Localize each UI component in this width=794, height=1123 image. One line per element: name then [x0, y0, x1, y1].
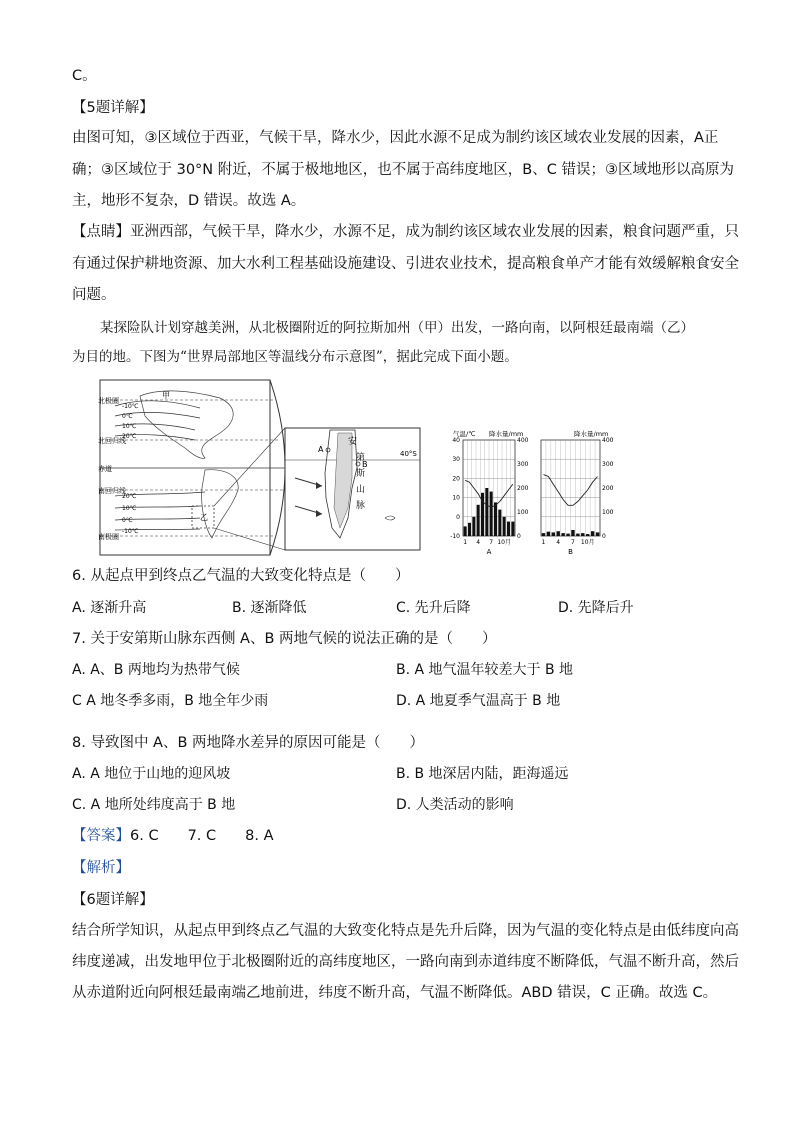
precip-bar [511, 522, 514, 536]
isotherm-label: 20℃ [122, 493, 137, 500]
cancer-label: 北回归线 [98, 437, 126, 445]
question-6-option-a[interactable]: A. 逐渐升高 [72, 600, 147, 616]
precip-bar [547, 532, 550, 536]
question-6-option-b[interactable]: B. 逐渐降低 [232, 600, 307, 616]
south-america-outline [202, 470, 239, 538]
precip-tick-label: 200 [602, 485, 614, 492]
precip-bar [503, 517, 506, 536]
right-axis-label: 降水量/mm [574, 430, 609, 438]
month-tick-label: 10月 [497, 539, 511, 546]
precip-bar [498, 510, 501, 536]
precip-bar [490, 492, 493, 536]
answer-text: 6. C 7. C 8. A [130, 828, 274, 844]
precip-bar [485, 488, 488, 536]
dianjing-line: 问题。 [72, 287, 116, 303]
passage-line: 某探险队计划穿越美洲，从北极圈附近的阿拉斯加州（甲）出发，一路向南，以阿根廷最南端（乙） [100, 320, 694, 336]
question-7-option-b[interactable]: B. A 地气温年较差大于 B 地 [396, 662, 574, 678]
precip-bar [571, 530, 574, 536]
temp-tick-label: 40 [452, 437, 460, 444]
precip-tick-label: 0 [517, 533, 521, 540]
precip-bar [472, 517, 475, 536]
point-a-label: A [318, 445, 324, 454]
month-tick-label: 7 [489, 539, 494, 546]
precip-bar [464, 526, 467, 536]
question-6-option-d[interactable]: D. 先降后升 [558, 600, 634, 616]
month-tick-label: 7 [571, 539, 575, 546]
isotherm-label: 10℃ [122, 423, 137, 430]
question-6-stem: 6. 从起点甲到终点乙气温的大致变化特点是（ ） [72, 568, 410, 584]
precip-bar [542, 533, 545, 536]
passage-line: 为目的地。下图为“世界局部地区等温线分布示意图”，据此完成下面小题。 [72, 349, 518, 365]
question-7-option-a[interactable]: A. A、B 两地均为热带气候 [72, 662, 240, 678]
jia-label: 甲 [162, 391, 170, 400]
precip-bar [591, 531, 594, 536]
precip-bar [494, 502, 497, 536]
precip-bar [468, 523, 471, 536]
answer-tail: C。 [72, 68, 97, 84]
q6-explanation-line: 从赤道附近向阿根廷最南端乙地前进，纬度不断升高，气温不断降低。ABD 错误，C 正确。故选 C。 [72, 985, 718, 1001]
chart-title: B [568, 548, 573, 556]
isotherm-label: 0℃ [122, 517, 133, 524]
chart-title: A [486, 548, 492, 556]
inset-lat-label: 40°S [400, 450, 417, 458]
arctic-label: 北极圈 [98, 397, 119, 405]
question-7-stem: 7. 关于安第斯山脉东西侧 A、B 两地气候的说法正确的是（ ） [72, 631, 497, 647]
precip-bar [586, 534, 589, 536]
question-7-option-d[interactable]: D. A 地夏季气温高于 B 地 [396, 693, 561, 709]
q6-heading: 【6题详解】 [72, 892, 154, 908]
precip-bar [596, 532, 599, 536]
answer-label: 【答案】 [72, 828, 130, 844]
answer-row [72, 826, 274, 846]
left-axis-label: 气温/℃ [453, 430, 476, 438]
question-6-option-c[interactable]: C. 先升后降 [396, 600, 471, 616]
month-tick-label: 10月 [580, 539, 595, 546]
month-tick-label: 4 [556, 539, 561, 546]
temp-tick-label: 20 [452, 475, 460, 483]
dianjing-line: 有通过保护耕地资源、加大水利工程基础设施建设、引进农业技术，提高粮食单产才能有效缓解粮食安全 [72, 256, 739, 272]
precip-tick-label: 300 [602, 461, 614, 468]
climate-chart-a [445, 426, 535, 558]
climate-chart-b [535, 426, 620, 558]
q6-explanation-line: 结合所学知识，从起点甲到终点乙气温的大致变化特点是先升后降，因为气温的变化特点是由低纬度向高 [72, 923, 739, 939]
point-b-label: B [362, 460, 368, 469]
isotherm-label: -10℃ [122, 528, 139, 535]
q5-heading: 【5题详解】 [72, 100, 154, 116]
temp-tick-label: -10 [450, 533, 460, 540]
month-tick-label: 1 [541, 539, 546, 546]
precip-tick-label: 100 [602, 509, 614, 516]
isotherm-label: 20℃ [122, 433, 137, 440]
precip-bar [561, 533, 564, 536]
right-axis-label: 降水量/mm [489, 430, 524, 438]
capricorn-label: 南回归线 [98, 487, 126, 495]
precip-tick-label: 100 [517, 509, 529, 516]
precip-bar [576, 534, 579, 536]
yi-label: 乙 [200, 513, 208, 522]
precip-bar [507, 522, 510, 536]
month-tick-label: 1 [463, 539, 468, 546]
precip-bar [581, 533, 584, 536]
q5-explanation-line: 确；③区域位于 30°N 附近，不属于极地地区，也不属于高纬度地区，B、C 错误；③区域地形以高原为 [72, 162, 734, 178]
precip-bar [477, 505, 480, 536]
andes-char: 安 [348, 437, 358, 447]
temp-tick-label: 0 [456, 513, 460, 521]
andes-char: 山 [356, 485, 366, 495]
temp-tick-label: 10 [452, 494, 460, 502]
precip-tick-label: 400 [517, 437, 529, 444]
question-8-option-d[interactable]: D. 人类活动的影响 [396, 797, 514, 813]
isotherm-label: -10℃ [122, 403, 139, 410]
question-8-option-a[interactable]: A. A 地位于山地的迎风坡 [72, 766, 231, 782]
question-8-stem: 8. 导致图中 A、B 两地降水差异的原因可能是（ ） [72, 735, 425, 751]
temp-tick-label: 30 [452, 456, 460, 464]
antarctic-label: 南极圈 [98, 533, 119, 541]
isotherm-label: 10℃ [122, 505, 137, 512]
q6-explanation-line: 纬度递减，出发地甲位于北极圈附近的高纬度地区，一路向南到赤道纬度不断降低，气温不断升高，然后 [72, 954, 739, 970]
precip-bar [566, 534, 569, 536]
question-8-option-b[interactable]: B. B 地深居内陆，距海遥远 [396, 766, 569, 782]
precip-bar [556, 531, 559, 536]
equator-label: 赤道 [98, 465, 112, 473]
andes-char: 脉 [356, 501, 366, 511]
isotherm-label: 0℃ [122, 413, 133, 420]
precip-tick-label: 400 [602, 437, 614, 444]
andes-char: 斯 [356, 469, 366, 479]
precip-tick-label: 0 [602, 533, 606, 540]
question-8-option-c[interactable]: C. A 地所处纬度高于 B 地 [72, 797, 236, 813]
question-7-option-c[interactable]: C A 地冬季多雨，B 地全年少雨 [72, 693, 269, 709]
month-tick-label: 4 [476, 539, 481, 546]
q5-explanation-line: 主，地形不复杂，D 错误。故选 A。 [72, 193, 306, 209]
andes-char: 第 [356, 453, 366, 463]
precip-tick-label: 200 [517, 485, 529, 492]
analysis-label: 【解析】 [72, 860, 130, 876]
figure [100, 378, 620, 558]
q5-explanation-line: 由图可知，③区域位于西亚，气候干旱，降水少，因此水源不足成为制约该区域农业发展的因素，A正 [72, 130, 719, 146]
dianjing-line: 【点睛】亚洲西部，气候干旱，降水少，水源不足，成为制约该区域农业发展的因素，粮食问题严重，只 [72, 224, 739, 240]
precip-bar [552, 532, 555, 536]
precip-tick-label: 300 [517, 461, 529, 468]
